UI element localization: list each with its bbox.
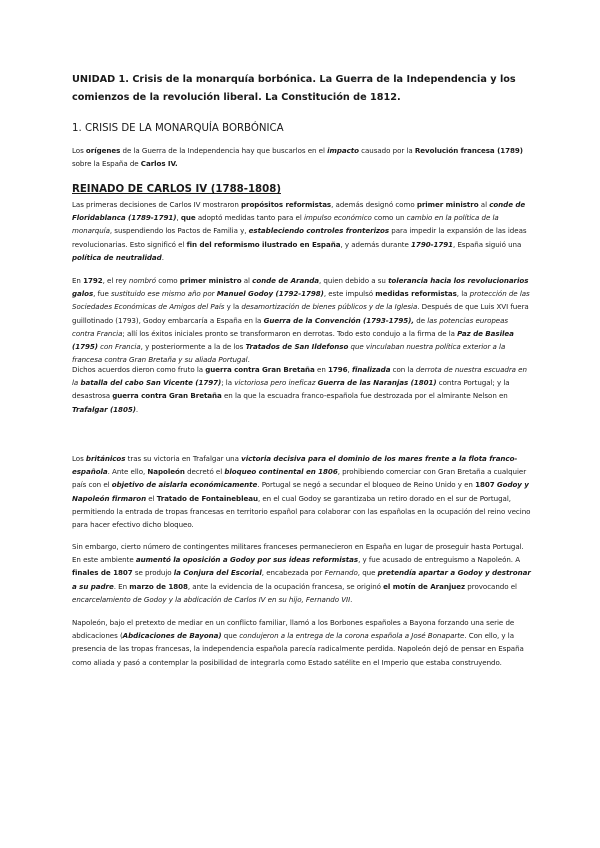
text-run: . (135, 404, 139, 414)
text-run: , (176, 213, 181, 223)
text-run: desamortización de bienes públicos y de la Iglesia (241, 302, 418, 312)
text-run: de la Guerra de la Independencia hay que buscarlos en el (120, 146, 328, 155)
text-run: 1796 (327, 365, 348, 374)
text-run: primer ministro (179, 276, 242, 285)
text-run: Las primeras decisiones de Carlos IV mostraron (72, 200, 241, 209)
text-run: , y además durante (340, 239, 412, 249)
text-run: victoria decisiva para el dominio de los mares frente a la flota franco-española (72, 454, 518, 477)
text-run: que vinculaban nuestra política exterior a la francesa contra Gran Bretaña y su aliada Portugal (72, 342, 506, 365)
text-run: impulso económico (303, 213, 372, 223)
text-run: Abdicaciones de Bayona) (122, 631, 222, 641)
text-run: . (247, 355, 250, 365)
text-run: medidas reformistas (375, 289, 457, 299)
text-run: , (347, 365, 352, 374)
text-run: Tratados de San Ildefonso (245, 342, 349, 352)
text-run: la Conjura del Escorial (173, 568, 262, 578)
text-run: adoptó medidas tanto para el (195, 213, 304, 223)
text-run: primer ministro (416, 200, 479, 209)
text-run: el motín de Aranjuez (383, 581, 466, 591)
text-run: . Ante ello, (107, 467, 148, 477)
text-run: Tratado de Fontainebleau (156, 493, 258, 503)
text-run: , este impulsó (323, 289, 376, 299)
text-run: batalla del cabo San Vicente (1797) (80, 378, 222, 388)
text-run: Guerra de la Convención (1793-1795), (263, 315, 415, 325)
text-run: Paz de Basilea (1795) (72, 328, 514, 352)
text-run: , y posteriormente a la de los (140, 342, 246, 352)
unit-title: UNIDAD 1. Crisis de la monarquía borbónica. La Guerra de la Independencia y los comienzos de la revolución liberal. La Constitución de 1812. (72, 74, 516, 103)
text-run: conde de Aranda (252, 276, 319, 285)
text-run: Fernando (324, 568, 358, 578)
text-run: provocando el (465, 581, 517, 591)
text-run: guerra contra Gran Bretaña (112, 391, 222, 401)
text-run: causado por la (358, 146, 415, 155)
text-run: pretendía apartar a Godoy y destronar a su padre (72, 568, 531, 591)
text-run: tras su victoria en Trafalgar una (125, 454, 242, 463)
text-run: Los (72, 454, 86, 463)
text-run: las potencias europeas contra Francia (72, 315, 509, 338)
text-run: , además designó como (331, 200, 417, 209)
text-run: política de neutralidad (72, 252, 162, 262)
text-run: con Francia (100, 342, 141, 352)
paragraph-wars-britain (72, 363, 532, 416)
text-run: . Con ello, y la presencia de las tropas francesas, la independencia española parecía radicalmente perdida. Napoleón dejó de pensar en España como aliada y pasó a contemplar la posibilidad de integrarla como Estado satélite en el Imperio que estaba construyendo. (72, 631, 524, 667)
text-run: , la (456, 289, 470, 299)
text-run: , prohibiendo comerciar con Gran Bretaña a cualquier país con el (72, 467, 527, 490)
text-run: . (161, 252, 164, 262)
text-run: como (156, 276, 180, 285)
text-run: marzo de 1808 (129, 581, 188, 591)
text-run: 1792 (83, 276, 103, 285)
paragraph-aranjuez (72, 540, 532, 606)
text-run: sobre la España de (72, 159, 141, 169)
text-run: Manuel Godoy (1792-1798) (216, 289, 324, 299)
text-run: contra Portugal; y la desastrosa (72, 378, 510, 401)
text-run: . Después de que Luis XVI fuera guillotinado (1793), Godoy embarcaría a España en la (72, 302, 529, 325)
text-run: victoriosa pero ineficaz (234, 378, 316, 388)
text-run: Dichos acuerdos dieron como fruto la (72, 365, 206, 374)
text-run: bloqueo continental en 1806 (224, 467, 338, 477)
text-run: , ante la evidencia de la ocupación francesa, se originó (187, 581, 384, 591)
text-run: para impedir la expansión de las ideas revolucionarias. Esto significó el (72, 226, 527, 249)
text-run: sustituido ese mismo año por (110, 289, 215, 299)
text-run: , y fue acusado de entreguismo a Napoleón. A (358, 555, 521, 565)
paragraph-continental-blockade (72, 452, 532, 531)
text-run: como un (371, 213, 407, 223)
text-run: 1790-1791 (411, 239, 454, 249)
text-run: conde de Floridablanca (1789-1791) (72, 200, 526, 223)
text-run: orígenes (85, 146, 121, 155)
text-run: nombró (128, 276, 157, 285)
text-run: en (314, 365, 328, 374)
text-run: con la (390, 365, 416, 374)
text-run: , fue (93, 289, 111, 299)
text-run: impacto (327, 146, 359, 155)
text-run: finales de 1807 (72, 568, 133, 578)
text-run: en la que la escuadra franco-española fue destrozada por el almirante Nelson en (221, 391, 508, 401)
text-run: . Portugal se negó a secundar el bloqueo de Reino Unido y en (257, 480, 476, 490)
text-run: y la (224, 302, 242, 312)
text-run: al (478, 200, 490, 209)
text-run: de (414, 315, 428, 325)
text-run: ; la (221, 378, 235, 388)
paragraph-aranda-godoy (72, 274, 532, 366)
text-run: En (72, 276, 84, 285)
text-run: el (146, 493, 157, 503)
text-run: , quien debido a su (318, 276, 389, 285)
text-run: estableciendo controles fronterizos (248, 226, 390, 236)
text-run: tolerancia hacia los revolucionarios galos (72, 276, 529, 299)
text-run: , suspendiendo los Pactos de Familia y, (109, 226, 249, 236)
text-run: , que (357, 568, 378, 578)
text-run: Napoleón (147, 467, 185, 477)
text-run: derrota de nuestra escuadra en la (72, 365, 527, 388)
paragraph-bayona (72, 616, 532, 669)
text-run: finalizada (351, 365, 391, 374)
text-run: cambio en la política de la monarquía (72, 213, 499, 236)
text-run: aumentó la oposición a Godoy por sus ideas reformistas (135, 555, 359, 565)
text-run: se produjo (132, 568, 174, 578)
text-run: que (221, 631, 240, 641)
text-run: encarcelamiento de Godoy y la abdicación de Carlos IV en su hijo, Fernando VII (72, 594, 351, 604)
text-run: . En (113, 581, 130, 591)
text-run: al (241, 276, 253, 285)
reign-subtitle: REINADO DE CARLOS IV (1788-1808) (72, 184, 281, 195)
text-run: decretó el (184, 467, 225, 477)
text-run: propósitos reformistas (240, 200, 332, 209)
text-run: guerra contra Gran Bretaña (205, 365, 315, 374)
text-run: Revolución francesa (1789) (414, 146, 524, 155)
text-run: Carlos IV. (140, 159, 178, 169)
text-run: 1807 (475, 480, 495, 490)
section-title: 1. CRISIS DE LA MONARQUÍA BORBÓNICA (72, 123, 284, 134)
text-run: Napoleón, bajo el pretexto de mediar en un conflicto familiar, llamó a los Borbones españoles a Bayona forzando una serie de abdicaciones ( (72, 618, 515, 641)
text-run: . (350, 594, 353, 604)
intro-paragraph (72, 144, 532, 170)
text-run: Sin embargo, cierto número de contingentes militares franceses permanecieron en España en lugar de proseguir hasta Portugal. En este ambiente (72, 542, 524, 565)
text-run: , en el cual Godoy se garantizaba un retiro dorado en el sur de Portugal, permitiendo la entrada de tropas francesas en territorio español para colaborar con las españolas en la ocupación del reino vecino para hacer efectivo dicho bloqueo. (72, 493, 531, 530)
paragraph-floridablanca (72, 198, 532, 264)
text-run: Guerra de las Naranjas (1801) (317, 378, 437, 388)
text-run: fin del reformismo ilustrado en España (186, 239, 341, 249)
text-run: , encabezada por (261, 568, 325, 578)
text-run: , el rey (102, 276, 129, 285)
text-run: objetivo de aislarla económicamente (111, 480, 258, 490)
text-run: ; allí los éxitos iniciales pronto se transformaron en derrotas. Todo esto condujo a la firma de la (122, 328, 458, 338)
text-run: protección de las Sociedades Económicas de Amigos del País (72, 289, 530, 312)
text-run: condujeron a la entrega de la corona española a José Bonaparte (239, 631, 465, 641)
text-run: británicos (85, 454, 126, 463)
text-run: Godoy y Napoleón firmaron (72, 480, 529, 503)
text-run: Trafalgar (1805) (72, 404, 136, 414)
text-run: , España siguió una (453, 239, 522, 249)
text-run: Los (72, 146, 86, 155)
text-run: que (180, 213, 196, 223)
